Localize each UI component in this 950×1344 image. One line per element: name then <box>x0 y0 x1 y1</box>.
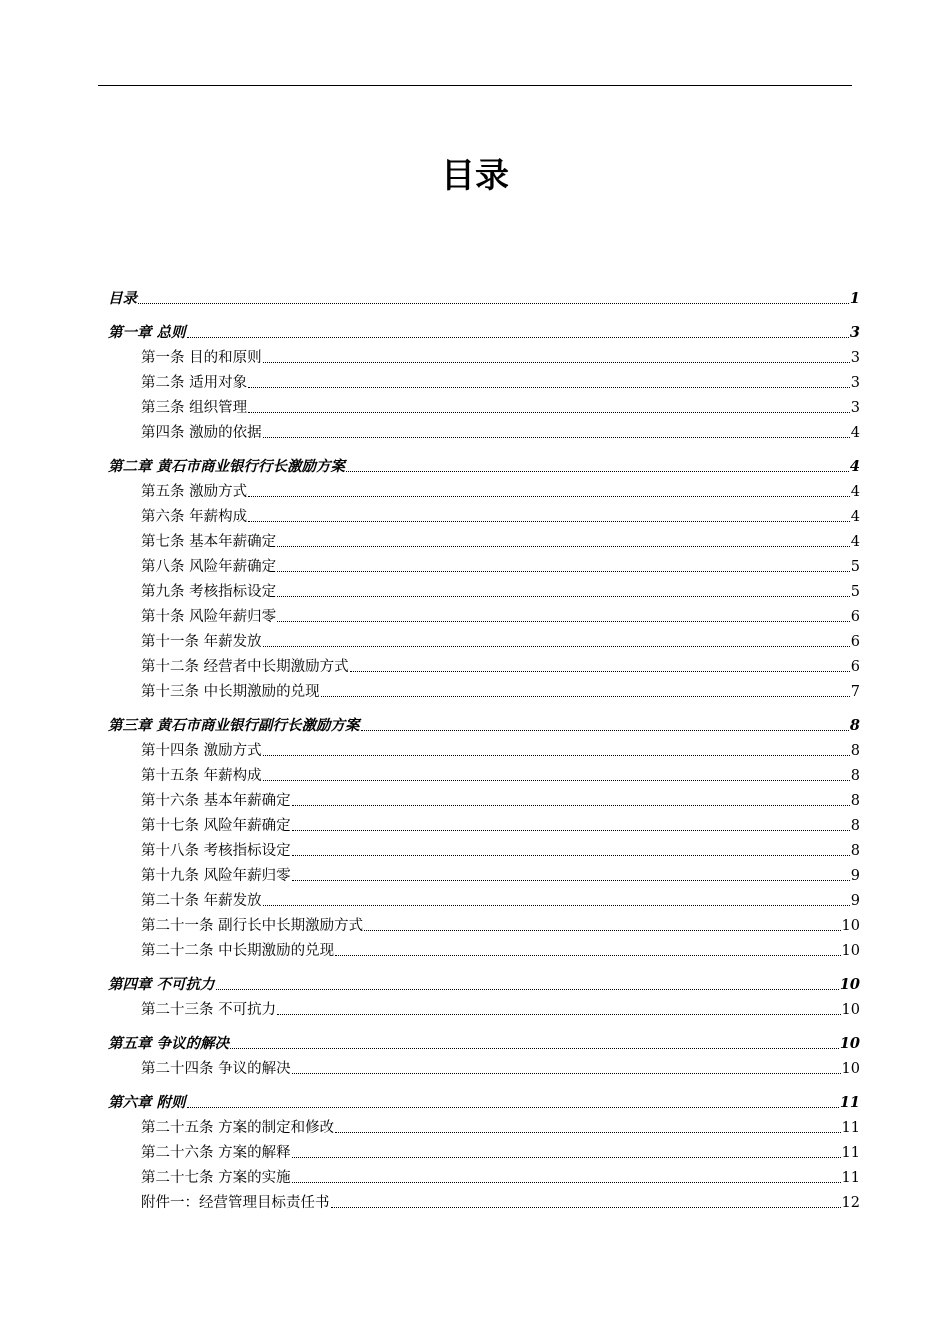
toc-dot-leader <box>364 930 840 931</box>
toc-article-entry[interactable] <box>141 940 860 962</box>
toc-page-number: 12 <box>841 1195 860 1211</box>
toc-article-entry[interactable] <box>141 815 860 837</box>
toc-article-entry[interactable] <box>141 531 860 553</box>
toc-dot-leader <box>277 571 850 572</box>
page-title: 目录 <box>441 156 509 196</box>
toc-article-entry[interactable] <box>141 422 860 444</box>
toc-page-number: 10 <box>841 943 860 959</box>
toc-dot-leader <box>248 387 850 388</box>
toc-page-number: 10 <box>839 1035 860 1052</box>
toc-page-number: 8 <box>850 793 860 809</box>
toc-dot-leader <box>361 730 849 731</box>
toc-entry-title: 目录 <box>108 290 137 307</box>
toc-entry-title: 第十七条 风险年薪确定 <box>141 818 291 834</box>
toc-page-number: 11 <box>841 1145 860 1161</box>
toc-article-entry[interactable] <box>141 890 860 912</box>
toc-article-entry[interactable] <box>141 556 860 578</box>
toc-page-number: 1 <box>849 290 860 307</box>
toc-article-entry[interactable] <box>141 865 860 887</box>
toc-dot-leader <box>263 905 850 906</box>
toc-article-entry[interactable] <box>141 606 860 628</box>
toc-article-entry[interactable] <box>141 1117 860 1139</box>
toc-entry-title: 第六条 年薪构成 <box>141 509 248 525</box>
toc-page-number: 8 <box>850 818 860 834</box>
toc-entry-title: 第十三条 中长期激励的兑现 <box>141 684 320 700</box>
toc-entry-title: 第一章 总则 <box>108 324 186 341</box>
toc-dot-leader <box>335 1132 840 1133</box>
toc-entry-title: 第二十五条 方案的制定和修改 <box>141 1120 335 1136</box>
toc-dot-leader <box>263 437 850 438</box>
toc-dot-leader <box>331 1207 841 1208</box>
toc-article-entry[interactable] <box>141 656 860 678</box>
toc-dot-leader <box>248 521 850 522</box>
toc-dot-leader <box>292 880 850 881</box>
toc-entry-title: 第二十六条 方案的解释 <box>141 1145 291 1161</box>
toc-entry-title: 第四章 不可抗力 <box>108 976 215 993</box>
toc-dot-leader <box>277 596 850 597</box>
toc-page-number: 9 <box>850 893 860 909</box>
toc-page-number: 11 <box>839 1094 860 1111</box>
toc-article-entry[interactable] <box>141 1192 860 1214</box>
toc-dot-leader <box>292 1182 841 1183</box>
toc-entry-title: 第二条 适用对象 <box>141 375 248 391</box>
toc-chapter-entry[interactable] <box>108 288 860 310</box>
toc-entry-title: 第十九条 风险年薪归零 <box>141 868 291 884</box>
toc-article-entry[interactable] <box>141 631 860 653</box>
toc-dot-leader <box>346 471 849 472</box>
toc-entry-title: 第六章 附则 <box>108 1094 186 1111</box>
toc-dot-leader <box>277 621 850 622</box>
toc-page-number: 3 <box>850 375 860 391</box>
toc-entry-title: 第十六条 基本年薪确定 <box>141 793 291 809</box>
toc-dot-leader <box>350 671 850 672</box>
toc-dot-leader <box>248 412 850 413</box>
toc-page-number: 8 <box>850 743 860 759</box>
toc-entry-title: 第九条 考核指标设定 <box>141 584 277 600</box>
toc-page-number: 6 <box>850 609 860 625</box>
toc-page-number: 8 <box>849 717 860 734</box>
toc-chapter-entry[interactable] <box>108 715 860 737</box>
toc-entry-title: 附件一：经营管理目标责任书 <box>141 1195 330 1211</box>
toc-dot-leader <box>277 1014 840 1015</box>
toc-page-number: 10 <box>841 1002 860 1018</box>
toc-article-entry[interactable] <box>141 740 860 762</box>
toc-page-number: 6 <box>850 659 860 675</box>
toc-page-number: 8 <box>850 768 860 784</box>
toc-page-number: 9 <box>850 868 860 884</box>
toc-dot-leader <box>263 362 850 363</box>
toc-dot-leader <box>187 337 849 338</box>
toc-page-number: 4 <box>850 484 860 500</box>
toc-entry-title: 第二十二条 中长期激励的兑现 <box>141 943 335 959</box>
toc-entry-title: 第二章 黄石市商业银行行长激励方案 <box>108 458 346 475</box>
toc-article-entry[interactable] <box>141 581 860 603</box>
toc-dot-leader <box>263 646 850 647</box>
toc-entry-title: 第十四条 激励方式 <box>141 743 262 759</box>
toc-entry-title: 第七条 基本年薪确定 <box>141 534 277 550</box>
toc-article-entry[interactable] <box>141 347 860 369</box>
toc-page-number: 3 <box>850 400 860 416</box>
toc-dot-leader <box>263 755 850 756</box>
toc-dot-leader <box>321 696 850 697</box>
toc-article-entry[interactable] <box>141 1142 860 1164</box>
toc-page-number: 4 <box>850 534 860 550</box>
toc-page-number: 3 <box>849 324 860 341</box>
toc-entry-title: 第二十条 年薪发放 <box>141 893 262 909</box>
toc-article-entry[interactable] <box>141 1058 860 1080</box>
toc-entry-title: 第五章 争议的解决 <box>108 1035 230 1052</box>
toc-chapter-entry[interactable] <box>108 456 860 478</box>
toc-entry-title: 第八条 风险年薪确定 <box>141 559 277 575</box>
toc-chapter-entry[interactable] <box>108 322 860 344</box>
toc-entry-title: 第二十四条 争议的解决 <box>141 1061 291 1077</box>
toc-dot-leader <box>216 989 839 990</box>
toc-entry-title: 第十五条 年薪构成 <box>141 768 262 784</box>
toc-page-number: 4 <box>850 425 860 441</box>
toc-article-entry[interactable] <box>141 372 860 394</box>
toc-page-number: 4 <box>849 458 860 475</box>
toc-entry-title: 第十一条 年薪发放 <box>141 634 262 650</box>
toc-entry-title: 第一条 目的和原则 <box>141 350 262 366</box>
toc-entry-title: 第十二条 经营者中长期激励方式 <box>141 659 349 675</box>
toc-page-number: 6 <box>850 634 860 650</box>
toc-chapter-entry[interactable] <box>108 1033 860 1055</box>
toc-chapter-entry[interactable] <box>108 1092 860 1114</box>
toc-page-number: 11 <box>841 1170 860 1186</box>
toc-page-number: 11 <box>841 1120 860 1136</box>
toc-page-number: 10 <box>841 1061 860 1077</box>
toc-dot-leader <box>292 855 850 856</box>
toc-article-entry[interactable] <box>141 506 860 528</box>
toc-article-entry[interactable] <box>141 765 860 787</box>
toc-page-number: 3 <box>850 350 860 366</box>
toc-article-entry[interactable] <box>141 915 860 937</box>
toc-page-number: 5 <box>850 559 860 575</box>
toc-dot-leader <box>292 1157 841 1158</box>
toc-page-number: 5 <box>850 584 860 600</box>
toc-dot-leader <box>230 1048 839 1049</box>
toc-entry-title: 第二十三条 不可抗力 <box>141 1002 277 1018</box>
toc-entry-title: 第三章 黄石市商业银行副行长激励方案 <box>108 717 360 734</box>
toc-article-entry[interactable] <box>141 397 860 419</box>
toc-chapter-entry[interactable] <box>108 974 860 996</box>
toc-article-entry[interactable] <box>141 790 860 812</box>
toc-dot-leader <box>277 546 850 547</box>
toc-page-number: 10 <box>841 918 860 934</box>
toc-dot-leader <box>292 805 850 806</box>
toc-article-entry[interactable] <box>141 840 860 862</box>
toc-entry-title: 第十条 风险年薪归零 <box>141 609 277 625</box>
toc-article-entry[interactable] <box>141 481 860 503</box>
toc-entry-title: 第五条 激励方式 <box>141 484 248 500</box>
toc-page-number: 7 <box>850 684 860 700</box>
toc-dot-leader <box>292 830 850 831</box>
toc-dot-leader <box>335 955 840 956</box>
toc-dot-leader <box>187 1107 839 1108</box>
toc-entry-title: 第二十一条 副行长中长期激励方式 <box>141 918 364 934</box>
toc-dot-leader <box>248 496 850 497</box>
toc-page-number: 4 <box>850 509 860 525</box>
toc-article-entry[interactable] <box>141 999 860 1021</box>
toc-entry-title: 第十八条 考核指标设定 <box>141 843 291 859</box>
toc-page-number: 10 <box>839 976 860 993</box>
toc-dot-leader <box>263 780 850 781</box>
toc-article-entry[interactable] <box>141 681 860 703</box>
toc-article-entry[interactable] <box>141 1167 860 1189</box>
toc-entry-title: 第二十七条 方案的实施 <box>141 1170 291 1186</box>
toc-page-number: 8 <box>850 843 860 859</box>
toc-dot-leader <box>138 303 849 304</box>
toc-dot-leader <box>292 1073 841 1074</box>
toc-entry-title: 第四条 激励的依据 <box>141 425 262 441</box>
toc-entry-title: 第三条 组织管理 <box>141 400 248 416</box>
